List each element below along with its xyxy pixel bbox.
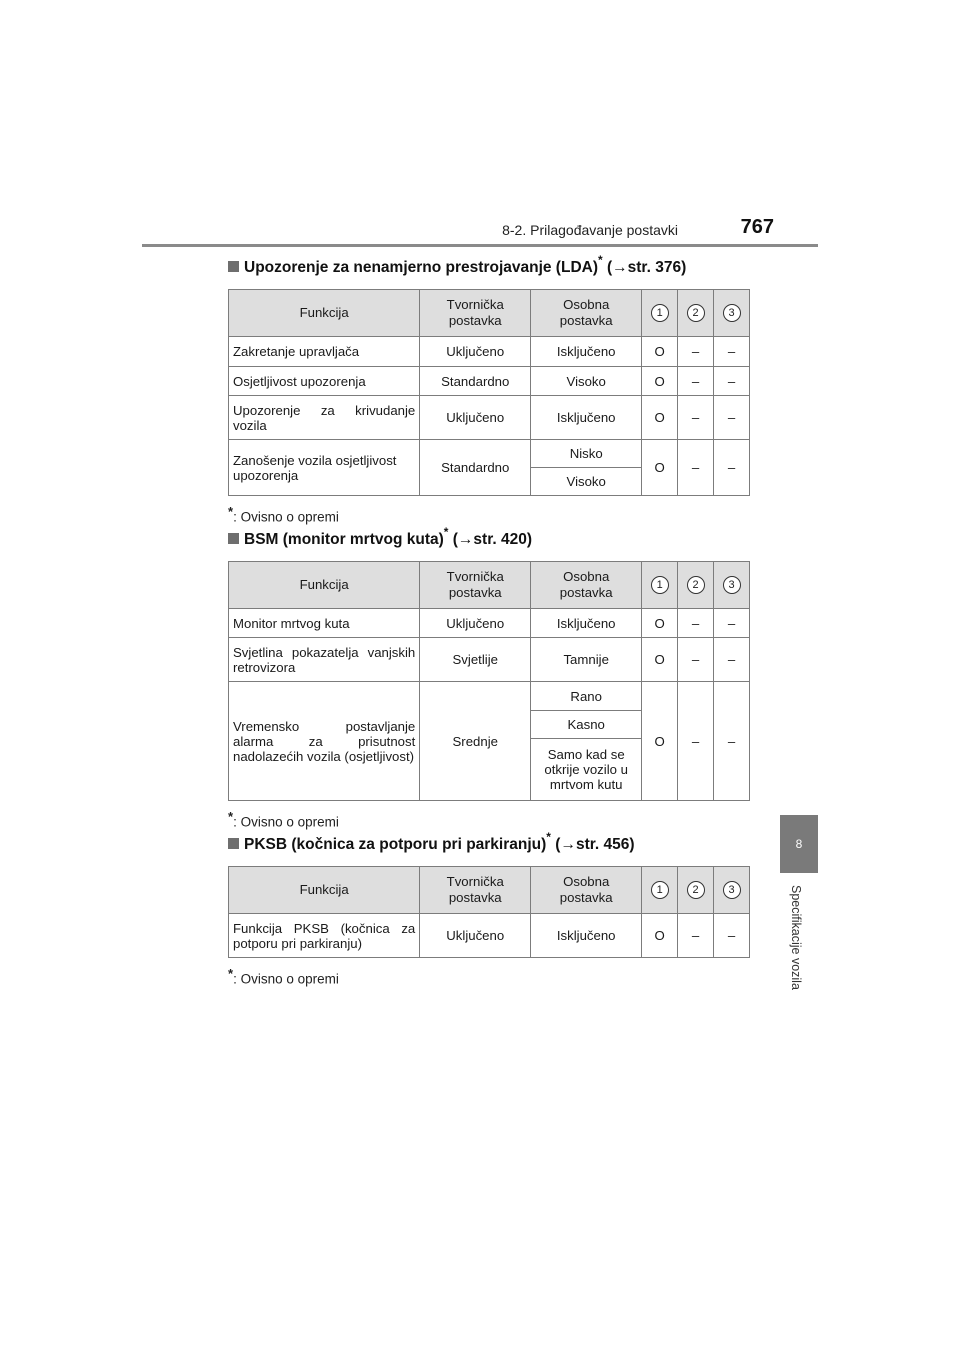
section-title-text: Upozorenje za nenamjerno prestrojavanje (LDA) [244, 259, 598, 277]
cell-funkcija: Svjetlina pokazatelja vanjskih retrovizora [229, 638, 420, 682]
cell-1: O [642, 682, 678, 801]
cell-osobna: Isključeno [531, 337, 642, 367]
col-header-tvornicka: Tvornička postavka [420, 562, 531, 609]
cell-osobna-c: Samo kad se otkrije vozilo u mrtvom kutu [531, 739, 642, 801]
col-header-funkcija: Funkcija [229, 562, 420, 609]
cell-1: O [642, 337, 678, 367]
cell-funkcija: Zanošenje vozila osjetljivost upozorenja [229, 440, 420, 496]
col-header-3 [714, 867, 750, 914]
col-header-2 [678, 867, 714, 914]
cell-1: O [642, 440, 678, 496]
col-header-1 [642, 867, 678, 914]
col-header-funkcija: Funkcija [229, 290, 420, 337]
page-reference: (→str. 376) [606, 259, 687, 277]
col-header-osobna: Osobna postavka [531, 290, 642, 337]
cell-1: O [642, 396, 678, 440]
col-header-tvornicka: Tvornička postavka [420, 290, 531, 337]
section-heading [228, 832, 752, 854]
table-row [229, 682, 750, 711]
asterisk: * [546, 830, 551, 844]
table-row [229, 440, 750, 468]
footnote [228, 966, 752, 987]
cell-1: O [642, 914, 678, 958]
cell-2: – [678, 638, 714, 682]
table-row [229, 367, 750, 396]
circled-1-icon: 1 [651, 881, 669, 899]
footnote [228, 809, 752, 830]
footnote [228, 504, 752, 525]
circled-2-icon: 2 [687, 304, 705, 322]
section-pksb [228, 832, 752, 987]
cell-2: – [678, 367, 714, 396]
cell-funkcija: Zakretanje upravljača [229, 337, 420, 367]
cell-osobna: Isključeno [531, 914, 642, 958]
circled-1-icon: 1 [651, 576, 669, 594]
col-header-1 [642, 562, 678, 609]
circled-3-icon: 3 [723, 304, 741, 322]
cell-tvornicka: Standardno [420, 367, 531, 396]
circled-3-icon: 3 [723, 576, 741, 594]
cell-2: – [678, 440, 714, 496]
col-header-3 [714, 562, 750, 609]
table-row [229, 337, 750, 367]
cell-3: – [714, 682, 750, 801]
square-bullet-icon [228, 533, 239, 544]
cell-osobna: Isključeno [531, 396, 642, 440]
cell-2: – [678, 914, 714, 958]
table-row [229, 638, 750, 682]
circled-2-icon: 2 [687, 881, 705, 899]
cell-3: – [714, 396, 750, 440]
page-header [142, 210, 818, 240]
section-title: 8-2. Prilagođavanje postavki [502, 222, 678, 238]
settings-table [228, 866, 750, 958]
cell-tvornicka: Uključeno [420, 914, 531, 958]
cell-osobna-b: Visoko [531, 468, 642, 496]
asterisk: * [598, 253, 603, 267]
col-header-1 [642, 290, 678, 337]
cell-3: – [714, 638, 750, 682]
cell-3: – [714, 914, 750, 958]
cell-osobna: Isključeno [531, 609, 642, 638]
circled-1-icon: 1 [651, 304, 669, 322]
col-header-osobna: Osobna postavka [531, 562, 642, 609]
cell-3: – [714, 337, 750, 367]
cell-1: O [642, 367, 678, 396]
footnote-text: : Ovisno o opremi [233, 971, 339, 987]
section-heading [228, 255, 752, 277]
table-row [229, 609, 750, 638]
footnote-text: : Ovisno o opremi [233, 509, 339, 525]
page-number: 767 [740, 216, 774, 238]
cell-osobna: Tamnije [531, 638, 642, 682]
cell-osobna-b: Kasno [531, 711, 642, 739]
section-lda [228, 255, 752, 525]
cell-tvornicka: Uključeno [420, 609, 531, 638]
asterisk: * [443, 525, 449, 539]
cell-2: – [678, 396, 714, 440]
cell-osobna-a: Nisko [531, 440, 642, 468]
cell-tvornicka: Uključeno [420, 337, 531, 367]
col-header-2 [678, 562, 714, 609]
cell-osobna: Visoko [531, 367, 642, 396]
footnote-asterisk: * [228, 966, 234, 981]
col-header-osobna: Osobna postavka [531, 867, 642, 914]
section-heading [228, 527, 752, 549]
chapter-tab: 8 [780, 815, 818, 873]
page-reference: (→str. 456) [555, 836, 635, 854]
cell-3: – [714, 609, 750, 638]
cell-1: O [642, 638, 678, 682]
page-reference: (→str. 420) [452, 531, 533, 549]
footnote-asterisk: * [228, 504, 234, 519]
settings-table [228, 289, 750, 496]
chapter-label-text: Specifikacije vozila [789, 885, 803, 990]
header-rule [142, 244, 818, 247]
section-title-text: PKSB (kočnica za potporu pri parkiranju) [244, 836, 547, 854]
footnote-asterisk: * [228, 809, 234, 824]
cell-osobna-a: Rano [531, 682, 642, 711]
circled-3-icon: 3 [723, 881, 741, 899]
table-header-row [229, 290, 750, 337]
cell-2: – [678, 609, 714, 638]
section-title-text: BSM (monitor mrtvog kuta) [244, 531, 444, 549]
section-bsm [228, 527, 752, 830]
table-header-row [229, 562, 750, 609]
cell-1: O [642, 609, 678, 638]
cell-funkcija: Vremensko postavljanje alarma za prisutnost nadolazećih vozila (osjetljivost) [229, 682, 420, 801]
table-header-row [229, 867, 750, 914]
square-bullet-icon [228, 261, 239, 272]
cell-3: – [714, 367, 750, 396]
cell-funkcija: Upozorenje za krivudanje vozila [229, 396, 420, 440]
cell-funkcija: Osjetljivost upozorenja [229, 367, 420, 396]
cell-tvornicka: Svjetlije [420, 638, 531, 682]
cell-2: – [678, 682, 714, 801]
footnote-text: : Ovisno o opremi [233, 814, 339, 830]
circled-2-icon: 2 [687, 576, 705, 594]
cell-tvornicka: Srednje [420, 682, 531, 801]
col-header-tvornicka: Tvornička postavka [420, 867, 531, 914]
cell-3: – [714, 440, 750, 496]
col-header-3 [714, 290, 750, 337]
cell-funkcija: Monitor mrtvog kuta [229, 609, 420, 638]
cell-tvornicka: Standardno [420, 440, 531, 496]
table-row [229, 914, 750, 958]
col-header-2 [678, 290, 714, 337]
cell-tvornicka: Uključeno [420, 396, 531, 440]
cell-2: – [678, 337, 714, 367]
settings-table [228, 561, 750, 801]
table-row [229, 396, 750, 440]
cell-funkcija: Funkcija PKSB (kočnica za potporu pri parkiranju) [229, 914, 420, 958]
col-header-funkcija: Funkcija [229, 867, 420, 914]
square-bullet-icon [228, 838, 239, 849]
chapter-label [786, 885, 806, 1015]
